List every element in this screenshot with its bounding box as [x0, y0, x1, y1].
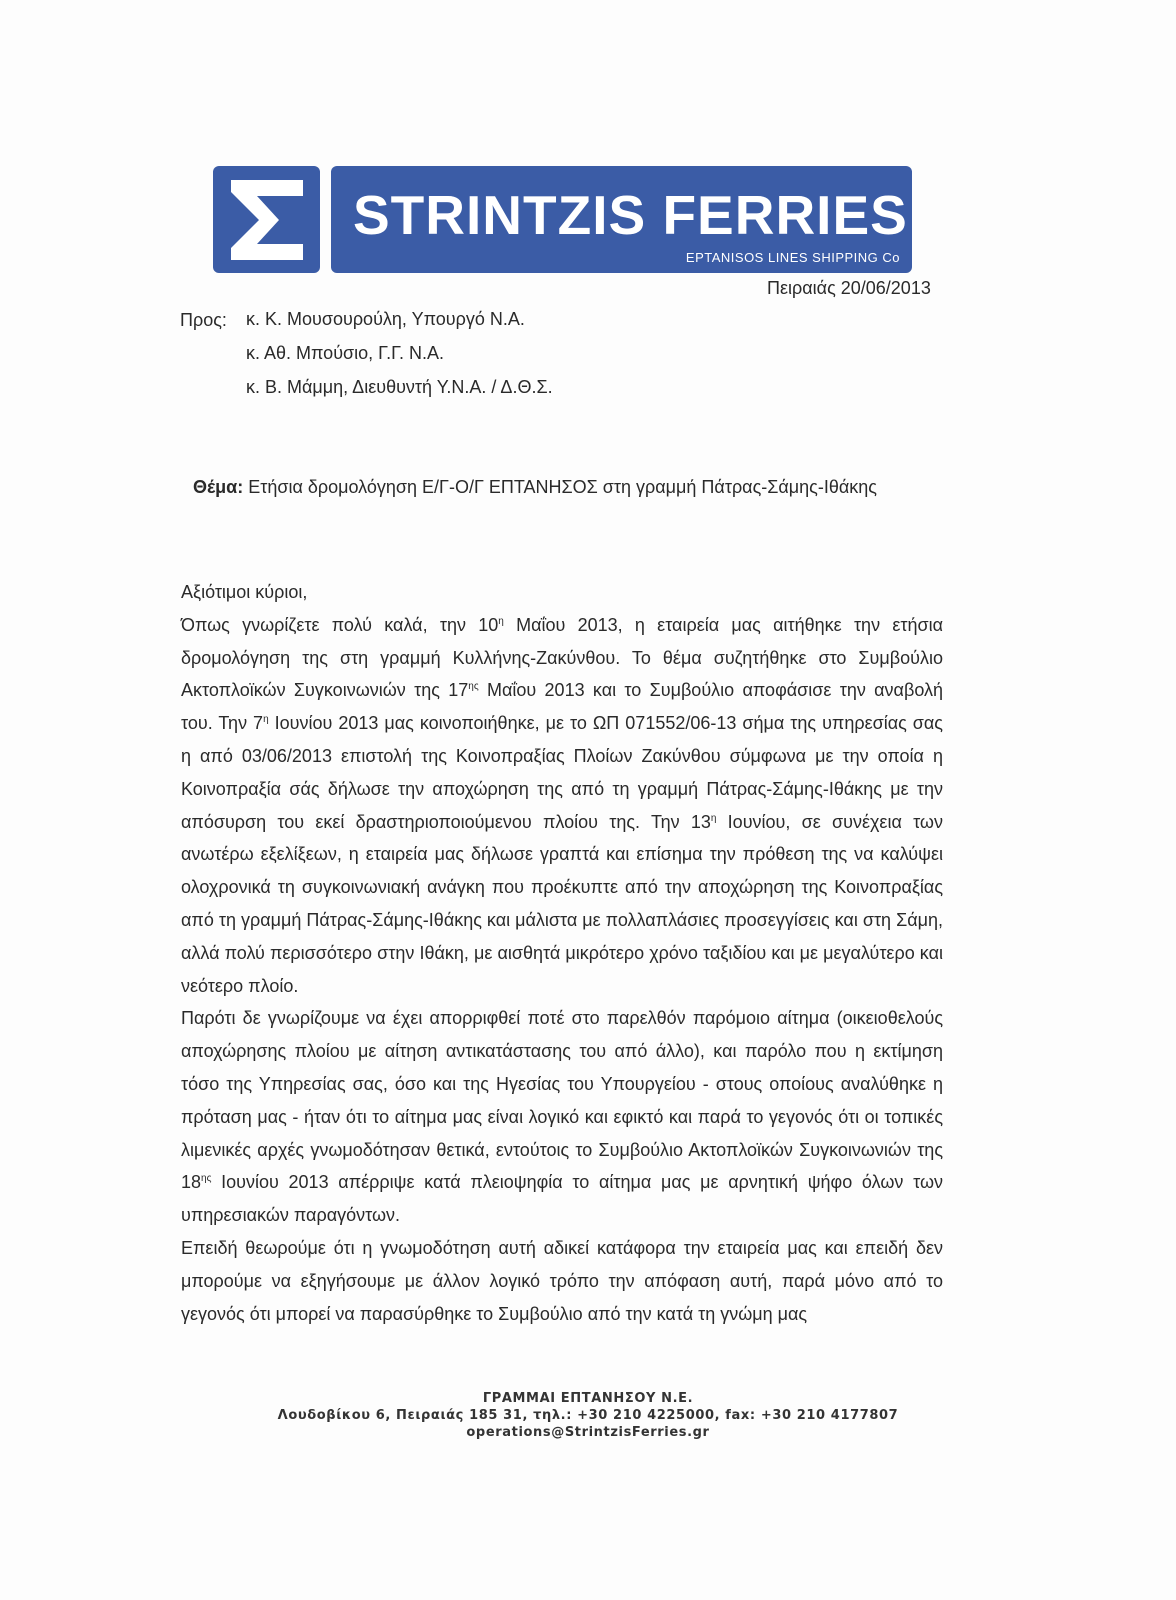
p1-sup-3: η: [263, 714, 269, 726]
paragraph-2: [181, 1002, 943, 1232]
subject-label: Θέμα:: [193, 477, 244, 497]
greeting: Αξιότιμοι κύριοι,: [181, 582, 308, 602]
company-banner: [331, 166, 912, 273]
p1-text-e: Ιουνίου, σε συνέχεια των ανωτέρω εξελίξεων, η εταιρεία μας δήλωσε γραπτά και επίσημα την πρόθεση της να καλύψει ολοχρονικά τη συγκοινωνιακή ανάγκη που προέκυπτε από την αποχώρηση της Κοινοπραξίας από τη γραμμή Πάτρας-Σάμης-Ιθάκης και μάλιστα με πολλαπλάσιες προσεγγίσεις και στη Σάμη, αλλά πολύ περισσότερο στην Ιθάκη, με αισθητά μικρότερο χρόνο ταξιδίου και με μεγαλύτερο και νεότερο πλοίο.: [181, 811, 943, 996]
footer-email: operations@StrintzisFerries.gr: [466, 1425, 710, 1440]
footer-company: ΓΡΑΜΜΑΙ ΕΠΤΑΝΗΣΟΥ Ν.Ε.: [482, 1391, 694, 1406]
recipients-list: [246, 308, 553, 410]
p1-text-b: Μαΐου 2013, η εταιρεία μας αιτήθηκε την ετήσια δρομολόγηση της στη γραμμή Κυλλήνης-Ζακύνθου. Το θέμα συζητήθηκε στο Συμβούλιο Ακτοπλοϊκών Συγκοινωνιών της 17: [181, 614, 943, 701]
sigma-logo: [213, 166, 320, 273]
company-name: STRINTZIS FERRIES: [353, 184, 908, 246]
p1-text-c: Μαΐου 2013 και το Συμβούλιο αποφάσισε την αναβολή του. Την 7: [181, 680, 943, 734]
letter-footer: [0, 1390, 1176, 1441]
letter-date: Πειραιάς 20/06/2013: [767, 278, 931, 298]
recipients-label: Προς:: [180, 310, 227, 330]
p1-sup-4: η: [710, 812, 717, 824]
recipient-item: κ. Κ. Μουσουρούλη, Υπουργό Ν.Α.: [246, 309, 525, 329]
p2-sup-1: ης: [201, 1173, 212, 1185]
paragraph-3: Επειδή θεωρούμε ότι η γνωμοδότηση αυτή αδικεί κατάφορα την εταιρεία μας και επειδή δεν μπορούμε να εξηγήσουμε με άλλον λογικό τρόπο την απόφαση αυτή, παρά μόνο από το γεγονός ότι μπορεί να παρασύρθηκε το Συμβούλιο από την κατά τη γνώμη μας: [181, 1237, 943, 1324]
company-tagline: EPTANISOS LINES SHIPPING Co: [685, 250, 900, 265]
p1-sup-2: ης: [468, 681, 479, 693]
letter-body: [181, 576, 943, 1330]
paragraph-1: [181, 609, 943, 1003]
p1-sup-1: η: [498, 615, 504, 627]
footer-address: Λουδοβίκου 6, Πειραιάς 185 31, τηλ.: +30 210 4225000, fax: +30 210 4177807: [277, 1408, 899, 1423]
p2-text-a: Παρότι δε γνωρίζουμε να έχει απορριφθεί ποτέ στο παρελθόν παρόμοιο αίτημα (οικειοθελούς αποχώρησης πλοίου με αίτηση αντικατάστασης του από άλλο), και παρόλο που η εκτίμηση τόσο της Υπηρεσίας σας, όσο και της Ηγεσίας του Υπουργείου - στους οποίους αναλύθηκε η πρόταση μας - ήταν ότι το αίτημα μας είναι λογικό και εφικτό και παρά το γεγονός ότι οι τοπικές λιμενικές αρχές γνωμοδότησαν θετικά, εντούτοις το Συμβούλιο Ακτοπλοϊκών Συγκοινωνιών της 18: [181, 1008, 943, 1193]
subject-line: [193, 477, 877, 498]
sigma-logo-icon: [227, 178, 307, 262]
p2-text-b: Ιουνίου 2013 απέρριψε κατά πλειοψηφία το αίτημα μας με αρνητική ψήφο όλων των υπηρεσιακών παραγόντων.: [181, 1172, 943, 1226]
recipient-item: κ. Αθ. Μπούσιο, Γ.Γ. Ν.Α.: [246, 343, 445, 363]
subject-text: Ετήσια δρομολόγηση Ε/Γ-Ο/Γ ΕΠΤΑΝΗΣΟΣ στη γραμμή Πάτρας-Σάμης-Ιθάκης: [248, 477, 877, 497]
recipient-item: κ. Β. Μάμμη, Διευθυντή Υ.Ν.Α. / Δ.Θ.Σ.: [246, 377, 553, 397]
p1-text-a: Όπως γνωρίζετε πολύ καλά, την 10: [181, 614, 499, 635]
p1-text-d: Ιουνίου 2013 μας κοινοποιήθηκε, με το ΩΠ 071552/06-13 σήμα της υπηρεσίας σας η από 03/06/2013 επιστολή της Κοινοπραξίας Πλοίων Ζακύνθου σύμφωνα με την οποία η Κοινοπραξία σάς δήλωσε την αποχώρηση της από τη γραμμή Πάτρας-Σάμης-Ιθάκης με την απόσυρση του εκεί δραστηριοποιούμενου πλοίου της. Την 13: [181, 713, 943, 832]
